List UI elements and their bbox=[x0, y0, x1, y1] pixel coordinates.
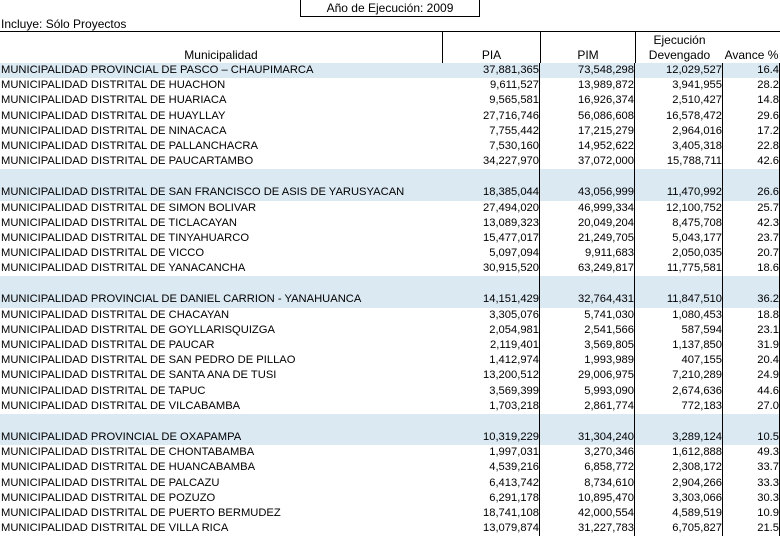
pia-value: 4,539,216 bbox=[442, 460, 540, 475]
municipality-name: MUNICIPALIDAD DISTRITAL DE PALCAZU bbox=[1, 476, 220, 489]
separator-cell bbox=[635, 414, 723, 430]
avance-value: 44.6 bbox=[723, 384, 780, 399]
avance-value: 42.6 bbox=[723, 154, 780, 169]
table-row bbox=[0, 231, 780, 246]
municipality-name: MUNICIPALIDAD PROVINCIAL DE PASCO – CHAUPIMARCA bbox=[1, 64, 314, 76]
avance-value: 18.8 bbox=[723, 308, 780, 323]
table-row bbox=[0, 308, 780, 323]
pim-value: 46,999,334 bbox=[540, 201, 635, 216]
pia-value: 13,200,512 bbox=[442, 368, 540, 383]
pim-value: 31,227,783 bbox=[540, 521, 635, 536]
table-row bbox=[0, 292, 780, 307]
pim-value: 14,952,622 bbox=[540, 139, 635, 154]
table-row bbox=[0, 93, 780, 108]
municipality-name: MUNICIPALIDAD DISTRITAL DE TINYAHUARCO bbox=[1, 231, 250, 244]
devengado-value: 2,904,266 bbox=[635, 476, 723, 491]
pim-value: 31,304,240 bbox=[540, 430, 635, 445]
devengado-value: 11,847,510 bbox=[635, 292, 723, 307]
devengado-value: 15,788,711 bbox=[635, 154, 723, 169]
pia-value: 13,089,323 bbox=[442, 216, 540, 231]
table-row bbox=[0, 460, 780, 475]
municipality-name: MUNICIPALIDAD DISTRITAL DE HUACHON bbox=[1, 79, 226, 92]
pia-value: 18,741,108 bbox=[442, 506, 540, 521]
municipality-name: MUNICIPALIDAD DISTRITAL DE PALLANCHACRA bbox=[1, 139, 258, 152]
pia-value: 6,413,742 bbox=[442, 476, 540, 491]
municipality-name: MUNICIPALIDAD DISTRITAL DE TAPUC bbox=[1, 384, 206, 397]
table-row bbox=[0, 445, 780, 460]
pia-value: 9,565,581 bbox=[442, 93, 540, 108]
avance-value: 30.3 bbox=[723, 491, 780, 506]
avance-value: 23.7 bbox=[723, 231, 780, 246]
avance-value: 10.9 bbox=[723, 506, 780, 521]
pia-value: 7,530,160 bbox=[442, 139, 540, 154]
col-ejecucion: Ejecución Devengado bbox=[635, 31, 723, 63]
pim-value: 2,861,774 bbox=[540, 399, 635, 414]
pim-value: 3,569,805 bbox=[540, 338, 635, 353]
table-header bbox=[0, 31, 780, 63]
avance-value: 33.7 bbox=[723, 460, 780, 475]
devengado-value: 12,029,527 bbox=[635, 63, 723, 78]
avance-value: 21.5 bbox=[723, 521, 780, 536]
table-row bbox=[0, 506, 780, 521]
avance-value: 26.6 bbox=[723, 185, 780, 200]
table-row bbox=[0, 368, 780, 383]
avance-value: 16.4 bbox=[723, 63, 780, 78]
devengado-value: 772,183 bbox=[635, 399, 723, 414]
group-separator bbox=[0, 169, 780, 185]
municipality-name: MUNICIPALIDAD DISTRITAL DE VILCABAMBA bbox=[1, 399, 241, 412]
pia-value: 1,703,218 bbox=[442, 399, 540, 414]
table-row bbox=[0, 216, 780, 231]
devengado-value: 407,155 bbox=[635, 353, 723, 368]
municipality-name: MUNICIPALIDAD DISTRITAL DE VILLA RICA bbox=[1, 522, 229, 535]
pim-value: 32,764,431 bbox=[540, 292, 635, 307]
avance-value: 29.6 bbox=[723, 109, 780, 124]
pim-value: 56,086,608 bbox=[540, 109, 635, 124]
devengado-value: 3,303,066 bbox=[635, 491, 723, 506]
pim-value: 17,215,279 bbox=[540, 124, 635, 139]
municipality-name: MUNICIPALIDAD DISTRITAL DE CHONTABAMBA bbox=[1, 446, 255, 459]
pim-value: 9,911,683 bbox=[540, 246, 635, 261]
table-row bbox=[0, 185, 780, 200]
avance-value: 31.9 bbox=[723, 338, 780, 353]
devengado-value: 3,941,955 bbox=[635, 78, 723, 93]
municipality-name: MUNICIPALIDAD PROVINCIAL DE OXAPAMPA bbox=[1, 430, 242, 443]
separator-cell bbox=[540, 169, 635, 185]
table-row bbox=[0, 124, 780, 139]
pia-value: 34,227,970 bbox=[442, 154, 540, 169]
municipality-name: MUNICIPALIDAD DISTRITAL DE PAUCAR bbox=[1, 339, 215, 351]
pim-value: 1,993,989 bbox=[540, 353, 635, 368]
pim-value: 8,734,610 bbox=[540, 476, 635, 491]
devengado-value: 16,578,472 bbox=[635, 109, 723, 124]
avance-value: 20.4 bbox=[723, 353, 780, 368]
pim-value: 29,006,975 bbox=[540, 368, 635, 383]
pia-value: 5,097,094 bbox=[442, 246, 540, 261]
municipality-name: MUNICIPALIDAD DISTRITAL DE HUARIACA bbox=[1, 94, 227, 107]
devengado-value: 2,050,035 bbox=[635, 246, 723, 261]
separator-cell bbox=[635, 169, 723, 185]
pim-value: 10,895,470 bbox=[540, 491, 635, 506]
municipality-name: MUNICIPALIDAD DISTRITAL DE SIMON BOLIVAR bbox=[1, 201, 257, 214]
separator-cell bbox=[442, 414, 540, 430]
pia-value: 1,997,031 bbox=[442, 445, 540, 460]
group-separator bbox=[0, 414, 780, 430]
municipality-name: MUNICIPALIDAD DISTRITAL DE YANACANCHA bbox=[1, 262, 246, 275]
table-body bbox=[0, 63, 780, 536]
municipality-name: MUNICIPALIDAD PROVINCIAL DE DANIEL CARRION - YANAHUANCA bbox=[1, 293, 362, 306]
pim-value: 20,049,204 bbox=[540, 216, 635, 231]
table-row bbox=[0, 338, 780, 353]
devengado-value: 11,470,992 bbox=[635, 185, 723, 200]
pia-value: 6,291,178 bbox=[442, 491, 540, 506]
table-row bbox=[0, 246, 780, 261]
pia-value: 9,611,527 bbox=[442, 78, 540, 93]
group-separator bbox=[0, 276, 780, 292]
devengado-value: 2,510,427 bbox=[635, 93, 723, 108]
municipality-name: MUNICIPALIDAD DISTRITAL DE NINACACA bbox=[1, 124, 227, 137]
table-row bbox=[0, 430, 780, 445]
devengado-value: 587,594 bbox=[635, 323, 723, 338]
devengado-value: 12,100,752 bbox=[635, 201, 723, 216]
pia-value: 18,385,044 bbox=[442, 185, 540, 200]
separator-cell bbox=[635, 276, 723, 292]
devengado-value: 6,705,827 bbox=[635, 521, 723, 536]
avance-value: 10.5 bbox=[723, 430, 780, 445]
pia-value: 27,494,020 bbox=[442, 201, 540, 216]
col-pim: PIM bbox=[540, 31, 635, 63]
devengado-value: 4,589,519 bbox=[635, 506, 723, 521]
pia-value: 14,151,429 bbox=[442, 292, 540, 307]
pim-value: 21,249,705 bbox=[540, 231, 635, 246]
pia-value: 3,305,076 bbox=[442, 308, 540, 323]
pia-value: 2,054,981 bbox=[442, 323, 540, 338]
table-row bbox=[0, 154, 780, 169]
pia-value: 3,569,399 bbox=[442, 384, 540, 399]
table-row bbox=[0, 521, 780, 536]
table-row bbox=[0, 323, 780, 338]
devengado-value: 8,475,708 bbox=[635, 216, 723, 231]
municipality-name: MUNICIPALIDAD DISTRITAL DE TICLACAYAN bbox=[1, 216, 238, 229]
pim-value: 5,993,090 bbox=[540, 384, 635, 399]
pia-value: 30,915,520 bbox=[442, 261, 540, 276]
pim-value: 3,270,346 bbox=[540, 445, 635, 460]
avance-value: 24.9 bbox=[723, 368, 780, 383]
avance-value: 36.2 bbox=[723, 292, 780, 307]
municipality-name: MUNICIPALIDAD DISTRITAL DE GOYLLARISQUIZGA bbox=[1, 323, 275, 336]
pim-value: 43,056,999 bbox=[540, 185, 635, 200]
separator-cell bbox=[442, 169, 540, 185]
table-row bbox=[0, 201, 780, 216]
pim-value: 63,249,817 bbox=[540, 261, 635, 276]
avance-value: 22.8 bbox=[723, 139, 780, 154]
avance-value: 18.6 bbox=[723, 261, 780, 276]
pia-value: 10,319,229 bbox=[442, 430, 540, 445]
col-municipalidad: Municipalidad bbox=[0, 31, 442, 63]
col-avance: Avance % bbox=[723, 31, 780, 63]
municipality-name: MUNICIPALIDAD DISTRITAL DE HUAYLLAY bbox=[1, 109, 226, 122]
devengado-value: 2,308,172 bbox=[635, 460, 723, 475]
devengado-value: 1,612,888 bbox=[635, 445, 723, 460]
separator-cell bbox=[723, 414, 780, 430]
devengado-value: 7,210,289 bbox=[635, 368, 723, 383]
municipality-name: MUNICIPALIDAD DISTRITAL DE SAN FRANCISCO DE ASIS DE YARUSYACAN bbox=[1, 186, 405, 199]
pim-value: 73,548,298 bbox=[540, 63, 635, 78]
pim-value: 16,926,374 bbox=[540, 93, 635, 108]
pia-value: 27,716,746 bbox=[442, 109, 540, 124]
municipality-name: MUNICIPALIDAD DISTRITAL DE POZUZO bbox=[1, 491, 216, 504]
devengado-value: 5,043,177 bbox=[635, 231, 723, 246]
municipality-name: MUNICIPALIDAD DISTRITAL DE CHACAYAN bbox=[1, 308, 230, 321]
avance-value: 23.1 bbox=[723, 323, 780, 338]
separator-cell bbox=[723, 169, 780, 185]
report-subtitle: Incluye: Sólo Proyectos bbox=[1, 17, 127, 31]
avance-value: 27.0 bbox=[723, 399, 780, 414]
pia-value: 15,477,017 bbox=[442, 231, 540, 246]
avance-value: 42.3 bbox=[723, 216, 780, 231]
pia-value: 7,755,442 bbox=[442, 124, 540, 139]
municipality-name: MUNICIPALIDAD DISTRITAL DE SANTA ANA DE TUSI bbox=[1, 369, 277, 382]
table-row bbox=[0, 109, 780, 124]
separator-cell bbox=[723, 276, 780, 292]
devengado-value: 2,674,636 bbox=[635, 384, 723, 399]
pia-value: 2,119,401 bbox=[442, 338, 540, 353]
separator-cell bbox=[540, 276, 635, 292]
municipality-name: MUNICIPALIDAD DISTRITAL DE HUANCABAMBA bbox=[1, 461, 256, 474]
avance-value: 49.3 bbox=[723, 445, 780, 460]
avance-value: 33.3 bbox=[723, 476, 780, 491]
pim-value: 5,741,030 bbox=[540, 308, 635, 323]
separator-cell bbox=[442, 276, 540, 292]
table-row bbox=[0, 139, 780, 154]
pia-value: 1,412,974 bbox=[442, 353, 540, 368]
municipality-name: MUNICIPALIDAD DISTRITAL DE SAN PEDRO DE PILLAO bbox=[1, 354, 296, 367]
separator-cell bbox=[540, 414, 635, 430]
pim-value: 37,072,000 bbox=[540, 154, 635, 169]
pia-value: 13,079,874 bbox=[442, 521, 540, 536]
col-pia: PIA bbox=[442, 31, 540, 63]
table-row bbox=[0, 399, 780, 414]
pim-value: 2,541,566 bbox=[540, 323, 635, 338]
devengado-value: 2,964,016 bbox=[635, 124, 723, 139]
report-title: Año de Ejecución: 2009 bbox=[300, 0, 480, 17]
avance-value: 25.7 bbox=[723, 201, 780, 216]
avance-value: 20.7 bbox=[723, 246, 780, 261]
table-row bbox=[0, 261, 780, 276]
municipality-name: MUNICIPALIDAD DISTRITAL DE PAUCARTAMBO bbox=[1, 155, 254, 168]
devengado-value: 1,080,453 bbox=[635, 308, 723, 323]
devengado-value: 3,289,124 bbox=[635, 430, 723, 445]
pim-value: 6,858,772 bbox=[540, 460, 635, 475]
table-row bbox=[0, 78, 780, 93]
municipality-name: MUNICIPALIDAD DISTRITAL DE PUERTO BERMUDEZ bbox=[1, 506, 281, 519]
municipality-name: MUNICIPALIDAD DISTRITAL DE VICCO bbox=[1, 247, 205, 260]
pim-value: 42,000,554 bbox=[540, 506, 635, 521]
avance-value: 14.8 bbox=[723, 93, 780, 108]
devengado-value: 11,775,581 bbox=[635, 261, 723, 276]
table-row bbox=[0, 476, 780, 491]
devengado-value: 3,405,318 bbox=[635, 139, 723, 154]
table-row bbox=[0, 491, 780, 506]
avance-value: 28.2 bbox=[723, 78, 780, 93]
table-row bbox=[0, 63, 780, 78]
avance-value: 17.2 bbox=[723, 124, 780, 139]
pim-value: 13,989,872 bbox=[540, 78, 635, 93]
pia-value: 37,881,365 bbox=[442, 63, 540, 78]
devengado-value: 1,137,850 bbox=[635, 338, 723, 353]
table-row bbox=[0, 384, 780, 399]
table-row bbox=[0, 353, 780, 368]
